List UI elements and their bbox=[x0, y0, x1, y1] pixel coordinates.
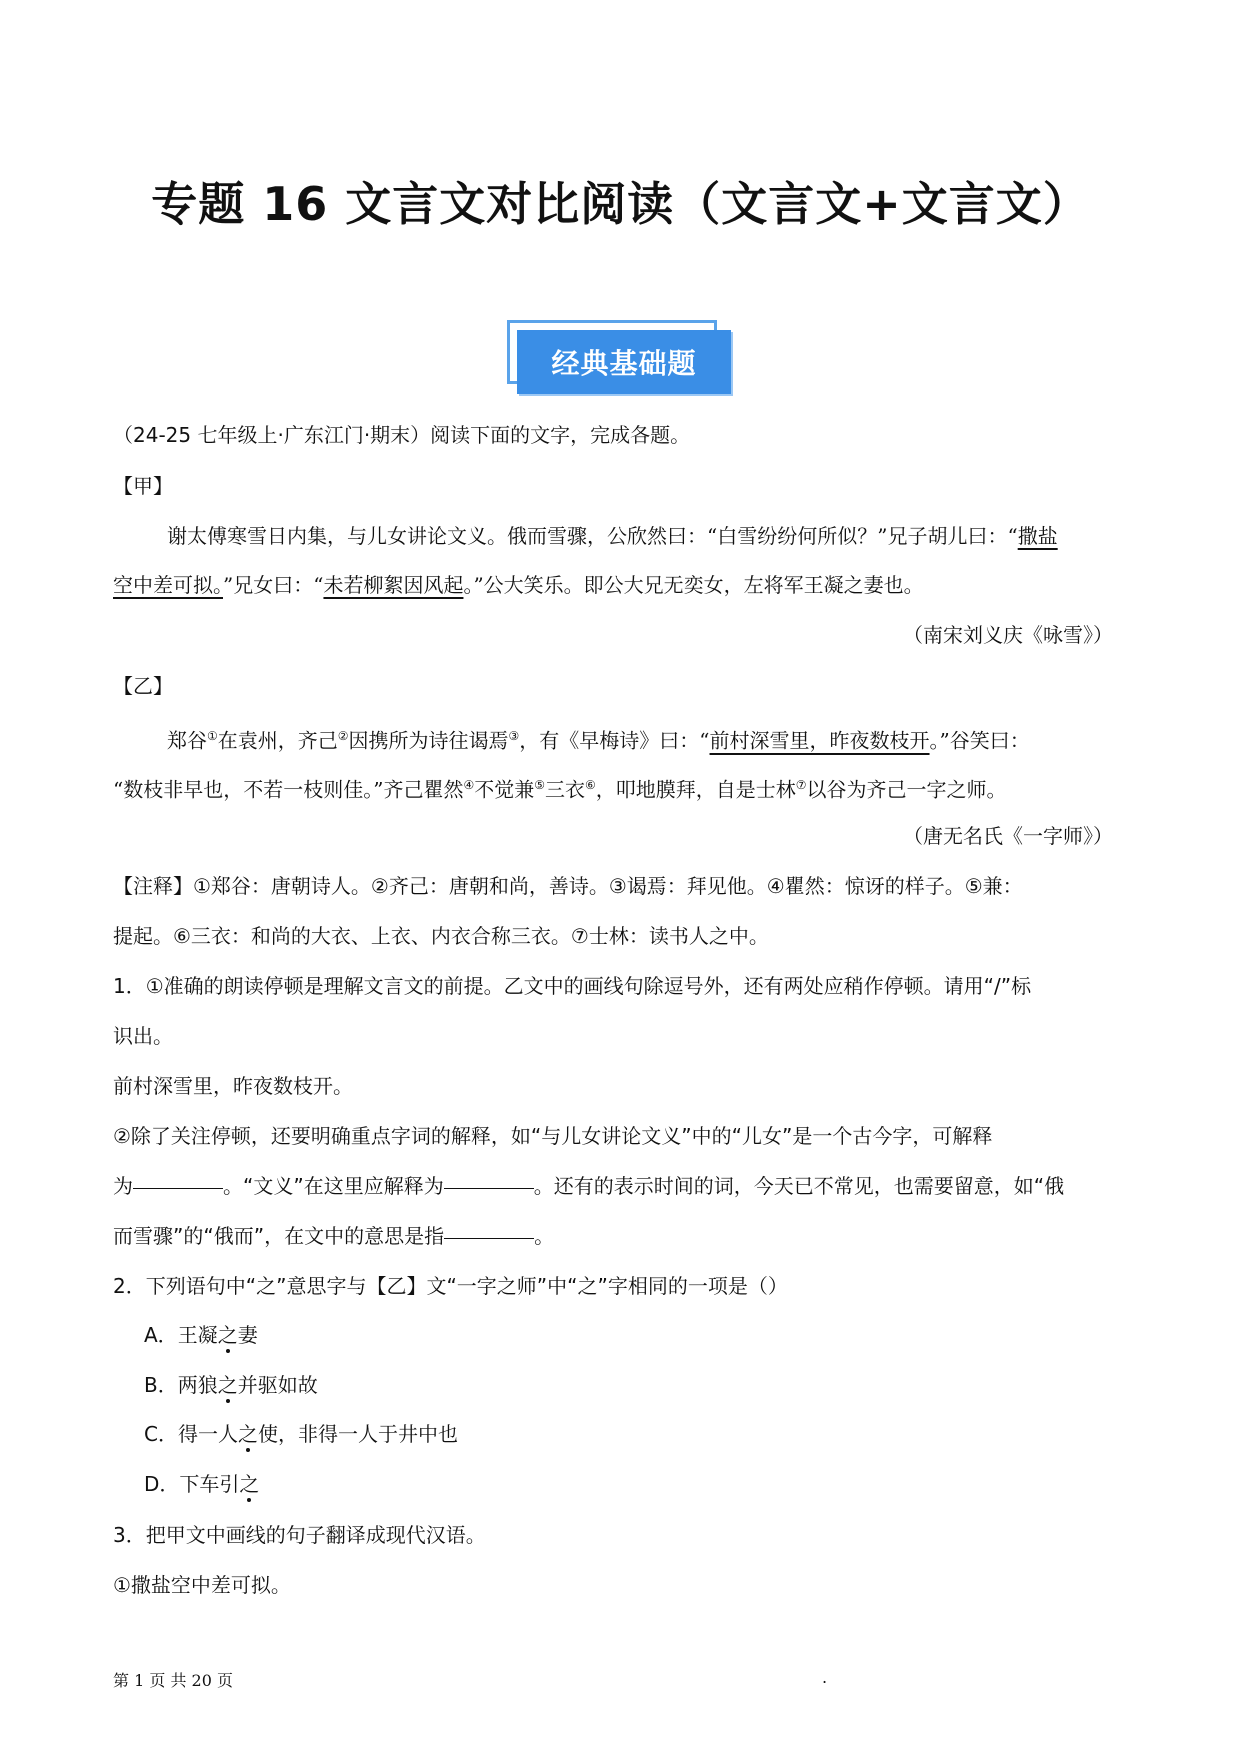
yi-text: 不觉兼 bbox=[474, 777, 535, 802]
q2-option-b[interactable] bbox=[144, 1371, 318, 1399]
q2-option-c[interactable] bbox=[144, 1420, 458, 1448]
note-ref-6: ⑥ bbox=[584, 778, 596, 792]
footer-dot: . bbox=[822, 1668, 828, 1687]
option-letter: A． bbox=[144, 1323, 178, 1347]
option-text: 并驱如故 bbox=[237, 1373, 318, 1397]
jia-line-2-text: ”兄女曰：“ bbox=[223, 573, 324, 597]
q2-stem: 2．下列语句中“之”意思字与【乙】文“一字之师”中“之”字相同的一项是（） bbox=[113, 1274, 788, 1298]
q1-text: 。 bbox=[534, 1224, 555, 1248]
jia-underline-2: 未若柳絮因风起 bbox=[323, 573, 464, 597]
option-text: 妻 bbox=[237, 1323, 258, 1347]
notes-line-1: 【注释】①郑谷：唐朝诗人。②齐己：唐朝和尚，善诗。③谒焉：拜见他。④瞿然：惊讶的样子。⑤兼： bbox=[113, 874, 1023, 898]
note-ref-4: ④ bbox=[463, 778, 475, 792]
note-ref-1: ① bbox=[207, 729, 218, 743]
q3-stem: 3．把甲文中画线的句子翻译成现代汉语。 bbox=[113, 1523, 486, 1547]
jia-line-1 bbox=[167, 522, 1058, 550]
jia-label: 【甲】 bbox=[113, 474, 173, 498]
q1-text: 。“文义”在这里应解释为 bbox=[223, 1174, 444, 1198]
dotted-char: 之 bbox=[237, 1422, 258, 1446]
q1-line-6 bbox=[113, 1222, 554, 1250]
option-text: 王凝 bbox=[177, 1323, 218, 1347]
option-letter: B． bbox=[144, 1373, 178, 1397]
q2-option-a[interactable] bbox=[144, 1321, 258, 1349]
badge-label: 经典基础题 bbox=[517, 330, 731, 394]
note-ref-2: ② bbox=[337, 729, 349, 743]
section-badge bbox=[507, 320, 735, 398]
page-title: 专题 16 文言文对比阅读（文言文+文言文） bbox=[151, 177, 1090, 231]
option-text: 得一人 bbox=[177, 1422, 238, 1446]
dotted-char: 之 bbox=[217, 1373, 238, 1397]
q2-option-d[interactable] bbox=[144, 1470, 259, 1498]
jia-source: （南宋刘义庆《咏雪》） bbox=[903, 623, 1113, 647]
q1-sentence: 前村深雪里，昨夜数枝开。 bbox=[113, 1074, 353, 1098]
yi-line-1 bbox=[167, 722, 1030, 755]
q1-line-2: 识出。 bbox=[113, 1024, 173, 1048]
q1-text: 。还有的表示时间的词，今天已不常见，也需要留意，如“俄 bbox=[533, 1174, 1065, 1198]
yi-text: 郑谷 bbox=[167, 728, 207, 753]
jia-line-1-text: 谢太傅寒雪日内集，与儿女讲论文义。俄而雪骤，公欣然曰：“白雪纷纷何所似？”兄子胡儿曰：“ bbox=[167, 524, 1018, 548]
yi-text: ，叩地膜拜，自是士林 bbox=[595, 777, 796, 802]
yi-text: 在袁州，齐己 bbox=[217, 728, 338, 753]
notes-line-2: 提起。⑥三衣：和尚的大衣、上衣、内衣合称三衣。⑦士林：读书人之中。 bbox=[113, 924, 769, 948]
option-text: 使，非得一人于井中也 bbox=[257, 1422, 458, 1446]
note-ref-7: ⑦ bbox=[795, 778, 807, 792]
yi-label: 【乙】 bbox=[113, 674, 173, 698]
jia-line-2 bbox=[113, 571, 924, 599]
q1-line-1: 1．①准确的朗读停顿是理解文言文的前提。乙文中的画线句除逗号外，还有两处应稍作停顿。请用“/”标 bbox=[113, 974, 1032, 998]
intro-text: （24-25 七年级上·广东江门·期末）阅读下面的文字，完成各题。 bbox=[113, 423, 691, 447]
yi-text: 因携所为诗往谒焉 bbox=[348, 728, 509, 753]
page-number: 第 1 页 共 20 页 bbox=[113, 1671, 233, 1690]
yi-text: 。”谷笑曰： bbox=[929, 728, 1030, 753]
dotted-char: 之 bbox=[239, 1472, 260, 1496]
option-text: 两狼 bbox=[177, 1373, 218, 1397]
jia-underline-1b: 空中差可拟。 bbox=[113, 573, 223, 597]
yi-text: 三衣 bbox=[544, 777, 585, 802]
q1-line-4: ②除了关注停顿，还要明确重点字词的解释，如“与儿女讲论文义”中的“儿女”是一个古今字，可解释 bbox=[113, 1124, 993, 1148]
note-ref-5: ⑤ bbox=[534, 778, 545, 792]
yi-text: “数枝非早也，不若一枝则佳。”齐己瞿然 bbox=[113, 777, 464, 802]
answer-blank-2[interactable] bbox=[444, 1188, 534, 1189]
option-letter: D． bbox=[144, 1472, 180, 1496]
yi-source: （唐无名氏《一字师》） bbox=[903, 824, 1113, 848]
q1-line-5 bbox=[113, 1172, 1064, 1200]
yi-text: ，有《早梅诗》曰：“ bbox=[519, 728, 710, 753]
option-letter: C． bbox=[144, 1422, 178, 1446]
dotted-char: 之 bbox=[217, 1323, 238, 1347]
option-text: 下车引 bbox=[179, 1472, 240, 1496]
q3-item-1: ①撒盐空中差可拟。 bbox=[113, 1573, 291, 1597]
note-ref-3: ③ bbox=[508, 729, 520, 743]
yi-text: 以谷为齐己一字之师。 bbox=[806, 777, 1007, 802]
yi-underline: 前村深雪里，昨夜数枝开 bbox=[709, 728, 930, 753]
answer-blank-1[interactable] bbox=[133, 1188, 223, 1189]
jia-line-2-tail: 。”公大笑乐。即公大兄无奕女，左将军王凝之妻也。 bbox=[463, 573, 924, 597]
q1-text: 为 bbox=[113, 1174, 133, 1198]
answer-blank-3[interactable] bbox=[444, 1238, 534, 1239]
yi-line-2 bbox=[113, 771, 1007, 804]
q1-text: 而雪骤”的“俄而”，在文中的意思是指 bbox=[113, 1224, 445, 1248]
jia-underline-1a: 撒盐 bbox=[1017, 524, 1058, 548]
